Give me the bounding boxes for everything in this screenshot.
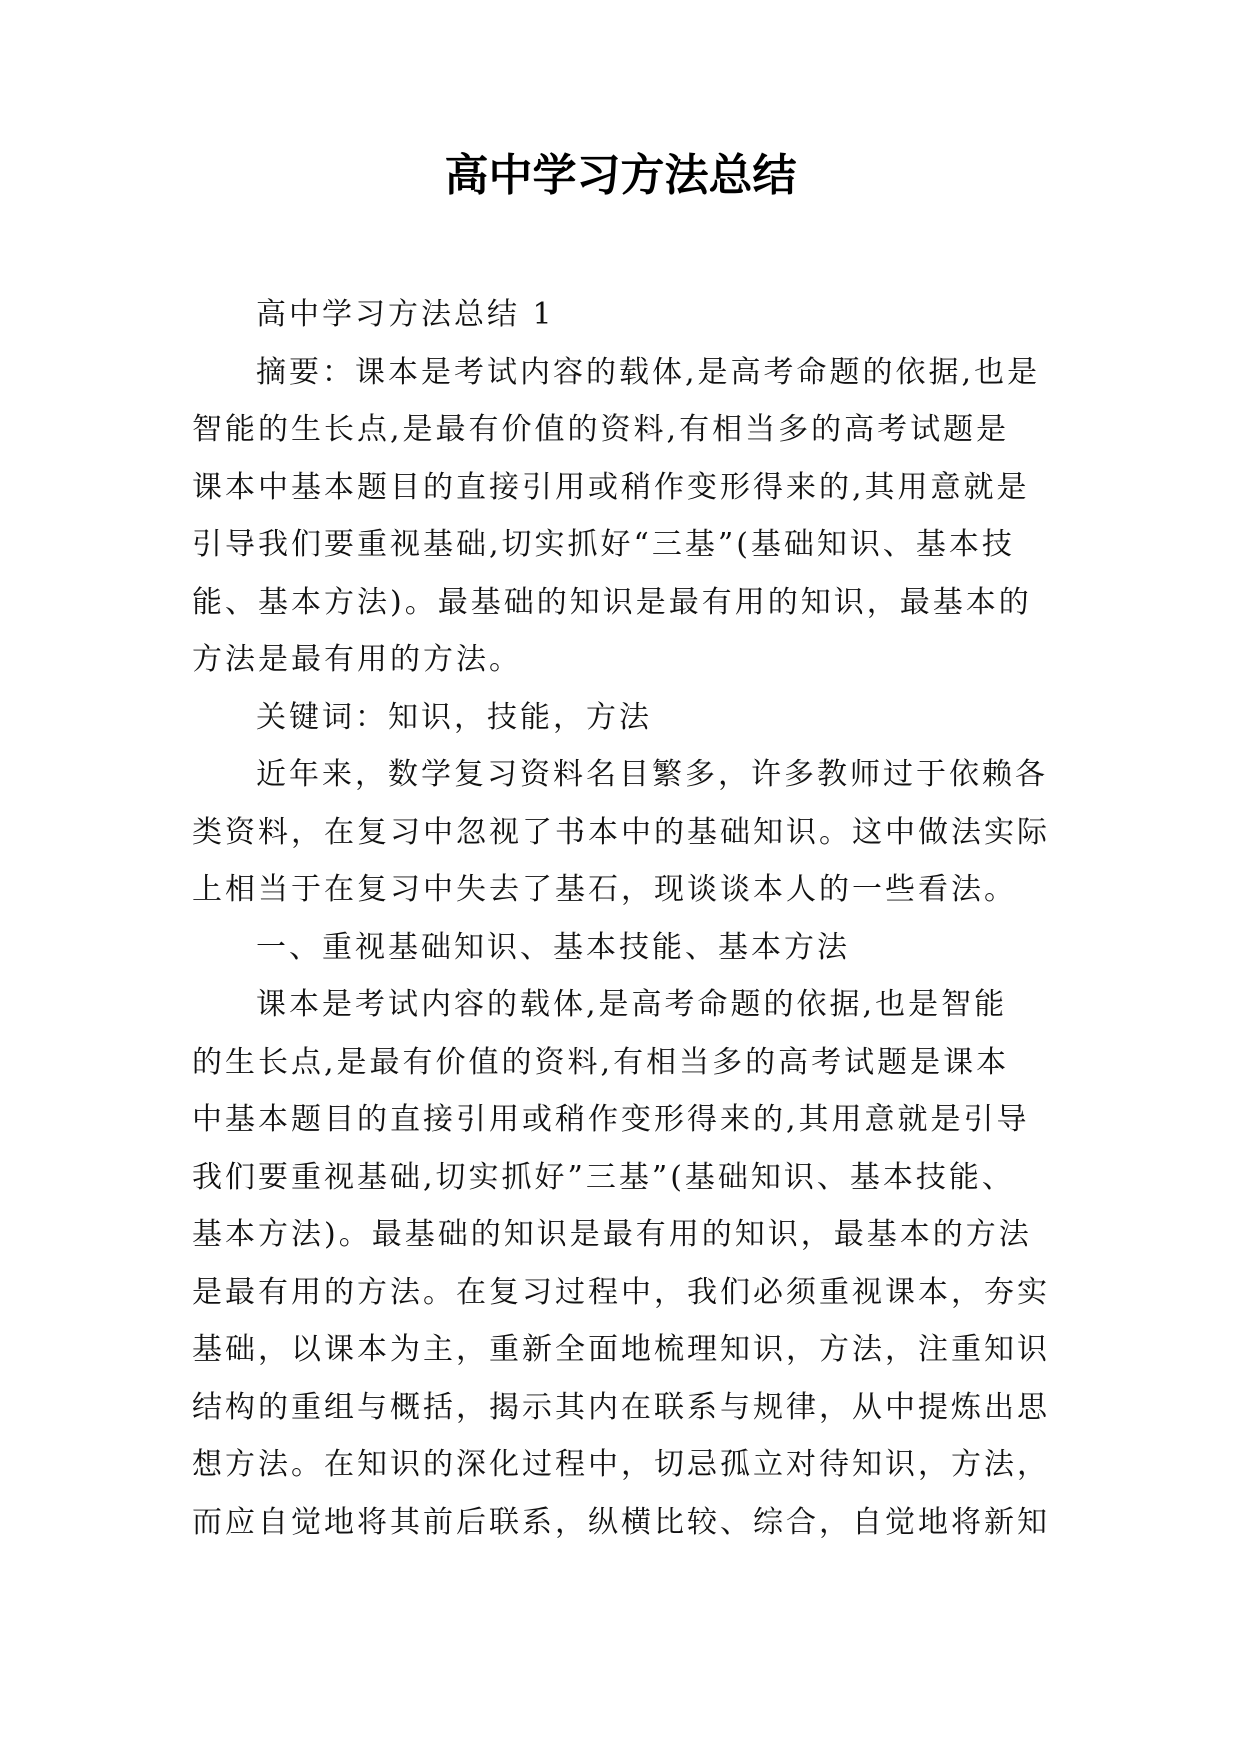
body-text-line: 一、重视基础知识、基本技能、基本方法: [256, 929, 850, 965]
body-text-line: 智能的生长点,是最有价值的资料,有相当多的高考试题是: [192, 412, 1010, 447]
body-text-line: 结构的重组与概括，揭示其内在联系与规律，从中提炼出思: [192, 1389, 1050, 1425]
body-text-line: 摘要：课本是考试内容的载体,是高考命题的依据,也是: [256, 354, 1041, 390]
body-text-line: 上相当于在复习中失去了基石，现谈谈本人的一些看法。: [192, 872, 1017, 907]
body-text-line: 方法是最有用的方法。: [192, 642, 522, 677]
body-text-line: 而应自觉地将其前后联系，纵横比较、综合，自觉地将新知: [192, 1504, 1050, 1540]
body-text-line: 高中学习方法总结 1: [256, 297, 555, 332]
body-text-line: 基本方法)。最基础的知识是最有用的知识，最基本的方法: [192, 1217, 1032, 1252]
body-text-line: 基础，以课本为主，重新全面地梳理知识，方法，注重知识: [192, 1332, 1050, 1367]
document-title: 高中学习方法总结: [444, 150, 797, 201]
body-text-line: 近年来，数学复习资料名目繁多，许多教师过于依赖各: [256, 757, 1048, 792]
body-text-line: 中基本题目的直接引用或稍作变形得来的,其用意就是引导: [192, 1102, 1030, 1137]
body-text-line: 的生长点,是最有价值的资料,有相当多的高考试题是课本: [192, 1044, 1010, 1080]
body-text-line: 类资料，在复习中忽视了书本中的基础知识。这中做法实际: [192, 814, 1050, 850]
body-text-line: 是最有用的方法。在复习过程中，我们必须重视课本，夯实: [192, 1274, 1050, 1310]
document-body: [192, 286, 1054, 1551]
body-text-line: 我们要重视基础,切实抓好”三基”(基础知识、基本技能、: [192, 1159, 1015, 1195]
body-text-line: 想方法。在知识的深化过程中，切忌孤立对待知识，方法，: [192, 1447, 1050, 1482]
body-text-line: 课本是考试内容的载体,是高考命题的依据,也是智能: [256, 987, 1008, 1022]
body-text-line: 关键词：知识，技能，方法: [256, 699, 652, 735]
body-text-line: 能、基本方法)。最基础的知识是最有用的知识，最基本的: [192, 584, 1032, 620]
body-text-line: 引导我们要重视基础,切实抓好“三基”(基础知识、基本技: [192, 527, 1015, 562]
body-text-line: 课本中基本题目的直接引用或稍作变形得来的,其用意就是: [192, 469, 1030, 505]
